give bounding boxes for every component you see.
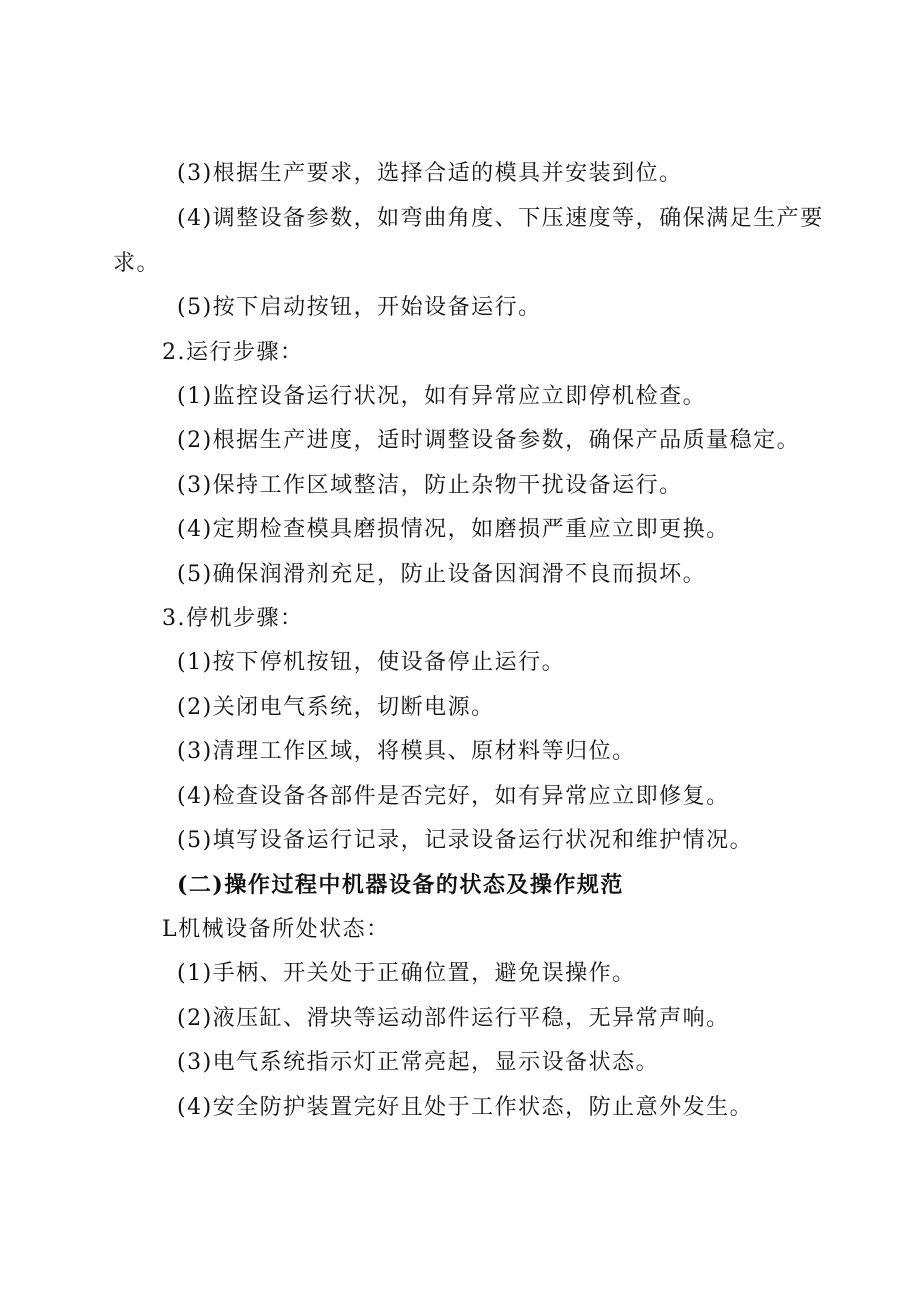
run-step-2: (2)根据生产进度，适时调整设备参数，确保产品质量稳定。 [177, 428, 801, 453]
stop-step-4: (4)检查设备各部件是否完好，如有异常应立即修复。 [177, 784, 730, 809]
stop-step-1: (1)按下停机按钮，使设备停止运行。 [177, 650, 566, 675]
run-step-3: (3)保持工作区域整洁，防止杂物干扰设备运行。 [177, 473, 683, 498]
state-1: (1)手柄、开关处于正确位置，避免误操作。 [177, 961, 636, 986]
run-step-1: (1)监控设备运行状况，如有异常应立即停机检查。 [177, 384, 707, 409]
startup-step-5: (5)按下启动按钮，开始设备运行。 [177, 295, 542, 320]
run-step-4: (4)定期检查模具磨损情况，如磨损严重应立即更换。 [177, 517, 730, 542]
stop-step-2: (2)关闭电气系统，切断电源。 [177, 695, 495, 720]
startup-step-3: (3)根据生产要求，选择合适的模具并安装到位。 [177, 161, 683, 186]
state-4: (4)安全防护装置完好且处于工作状态，防止意外发生。 [177, 1095, 754, 1120]
state-3: (3)电气系统指示灯正常亮起，显示设备状态。 [177, 1050, 660, 1075]
startup-step-4-line-2: 求。 [113, 251, 161, 276]
stop-step-3: (3)清理工作区域，将模具、原材料等归位。 [177, 739, 636, 764]
state-2: (2)液压缸、滑块等运动部件运行平稳，无异常声响。 [177, 1006, 730, 1031]
stop-step-5: (5)填写设备运行记录，记录设备运行状况和维护情况。 [177, 828, 754, 853]
section-3-title: 3.停机步骤： [162, 606, 304, 631]
section-2-title: 2.运行步骤： [162, 340, 304, 365]
startup-step-4-line-1: (4)调整设备参数，如弯曲角度、下压速度等，确保满足生产要 [177, 206, 824, 231]
state-title: L机械设备所处状态： [162, 917, 390, 942]
chapter-2-heading: (二)操作过程中机器设备的状态及操作规范 [177, 872, 624, 898]
run-step-5: (5)确保润滑剂充足，防止设备因润滑不良而损坏。 [177, 562, 707, 587]
